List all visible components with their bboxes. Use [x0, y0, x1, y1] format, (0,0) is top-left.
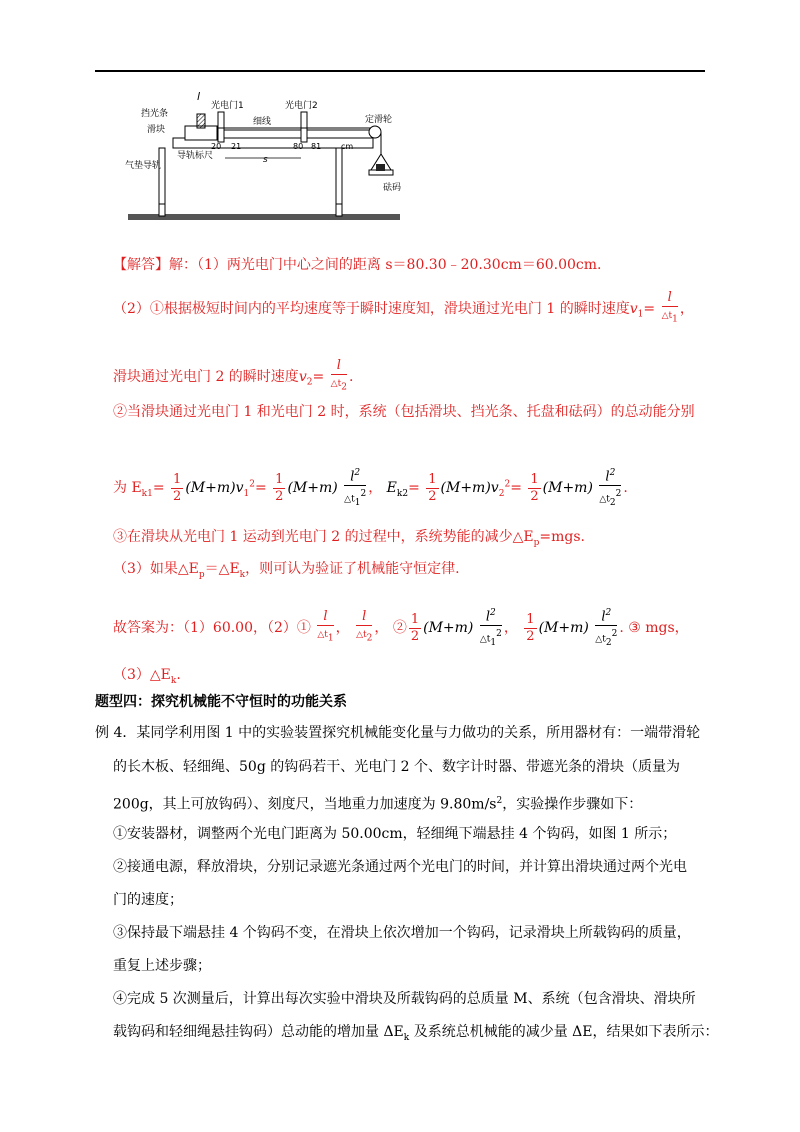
label-thread: 细线 — [253, 117, 272, 127]
label-weight: 砝码 — [383, 183, 402, 193]
ek1-prefix: 为 E — [113, 480, 142, 497]
solution-line-3 — [113, 358, 353, 396]
v2-sub: 2 — [306, 377, 313, 388]
answer-line-3: $(3)\triangle E_k$. — [113, 667, 181, 686]
solution-text-2: （2）①根据极短时间内的平均速度等于瞬时速度知，滑块通过光电门 1 的瞬时速度 — [113, 300, 630, 317]
period: . — [348, 368, 354, 385]
step-3b: 重复上述步骤； — [113, 958, 211, 974]
example-line-2: 的长木板、轻细绳、50g 的钩码若干、光电门 2 个、数字计时器、带遮光条的滑块（质量为 — [113, 759, 681, 775]
label-shade: 挡光条 — [141, 109, 169, 119]
frac-num: l — [662, 290, 678, 307]
solution-line-2 — [113, 290, 694, 328]
eq-sign: = — [643, 300, 656, 317]
tick-81: 81 — [311, 142, 322, 151]
tick-80: 80 — [293, 142, 304, 151]
section-title: 题型四：探究机械能不守恒时的功能关系 — [95, 694, 347, 710]
v1-symbol: v — [629, 300, 638, 317]
solution-line-1 — [113, 256, 601, 274]
ek1-sub: k1 — [141, 488, 153, 499]
tick-21: 21 — [231, 142, 242, 151]
solution-line-4 — [113, 403, 695, 421]
answer-tag: 【解答】 — [113, 257, 169, 273]
label-l: l — [197, 90, 201, 103]
answer-line: 故答案为：（1）60.00，（2）① $\frac{l}{\triangle t_1}$ ， $\frac{l}{\triangle t_2}$ ， ② $\frac{1}{2}$ (M+m) $\frac{l^2}{\triangle t_1^2}$ ， $\frac{1}{2}$ (M+m) $\frac{l^2}{\triangle t_2^2}$ . ③ mgs， — [113, 605, 689, 651]
label-slider: 滑块 — [147, 125, 166, 135]
step-1: ①安装器材，调整两个光电门距离为 50.00cm，轻细绳下端悬挂 4 个钩码，如图 1 所示； — [113, 826, 677, 842]
example-line-1: 例 4．某同学利用图 1 中的实验装置探究机械能变化量与力做功的关系，所用器材有：一端带滑轮 — [95, 725, 701, 741]
solution-text-1: 解：（1）两光电门中心之间的距离 s＝80.30﹣20.30cm＝60.00cm. — [169, 257, 602, 273]
apparatus-diagram — [125, 88, 425, 228]
label-pulley: 定滑轮 — [365, 115, 393, 125]
solution-line-7: （3）如果$\triangle E_p=\triangle E_k$，则可认为验证了机械能守恒定律. — [113, 561, 460, 580]
label-gate2: 光电门2 — [285, 101, 318, 111]
unit-cm: cm — [341, 142, 354, 151]
step-2a: ②接通电源，释放滑块，分别记录遮光条通过两个光电门的时间，并计算出滑块通过两个光电 — [113, 859, 687, 875]
step-3a: ③保持最下端悬挂 4 个钩码不变，在滑块上依次增加一个钩码，记录滑块上所载钩码的质量， — [113, 925, 691, 941]
tick-20: 20 — [211, 142, 222, 151]
step-4a: ④完成 5 次测量后，计算出每次实验中滑块及所载钩码的总质量 M、系统（包含滑块、滑块所 — [113, 991, 696, 1007]
solution-line-5: 为 $E_{k1}=$ $\frac{1}{2}$ $(M+m)v_1^2=$ $\frac{1}{2}$ (M+m) $\frac{l^2}{\triangle t_1^2}$ ， $E_{k2}=$ $\frac{1}{2}$ $(M+m)v_2^2=$ $\frac{1}{2}$ (M+m) $\frac{l^2}{\triangle t_2^2}$ . — [113, 465, 628, 511]
solution-text-4: ②当滑块通过光电门 1 和光电门 2 时，系统（包括滑块、挡光条、托盘和砝码）的总动能分别 — [113, 404, 695, 420]
solution-line-6: ③在滑块从光电门 1 运动到光电门 2 的过程中，系统势能的减少$\triangle E_p=mgs$. — [113, 529, 585, 548]
label-track: 气垫导轨 — [125, 161, 162, 171]
example-line-3: 200g，其上可放钩码）、刻度尺，当地重力加速度为 $9.80m/s^2$，实验操作步骤如下： — [113, 796, 643, 813]
frac-den: $\triangle t_1$ — [661, 311, 678, 325]
solution-text-3: 滑块通过光电门 2 的瞬时速度 — [113, 368, 299, 385]
v1-sub: 1 — [637, 309, 644, 320]
label-ruler: 导轨标尺 — [177, 151, 214, 161]
eq-sign-2: = — [312, 368, 325, 385]
v2-symbol: v — [298, 368, 307, 385]
step-4b: 载钩码和轻细绳悬挂钩码）总动能的增加量 $\Delta E_k$ 及系统总机械能的减少量 ΔE，结果如下表所示： — [113, 1024, 719, 1043]
fraction-l-t2: $\frac{l}{\triangle t_2}$ — [330, 358, 347, 393]
label-s: s — [263, 155, 268, 165]
label-gate1: 光电门1 — [211, 101, 244, 111]
header-rule — [95, 70, 705, 72]
fraction-l-t1 — [662, 290, 678, 328]
comma: ， — [679, 300, 694, 317]
step-2b: 门的速度； — [113, 892, 183, 908]
